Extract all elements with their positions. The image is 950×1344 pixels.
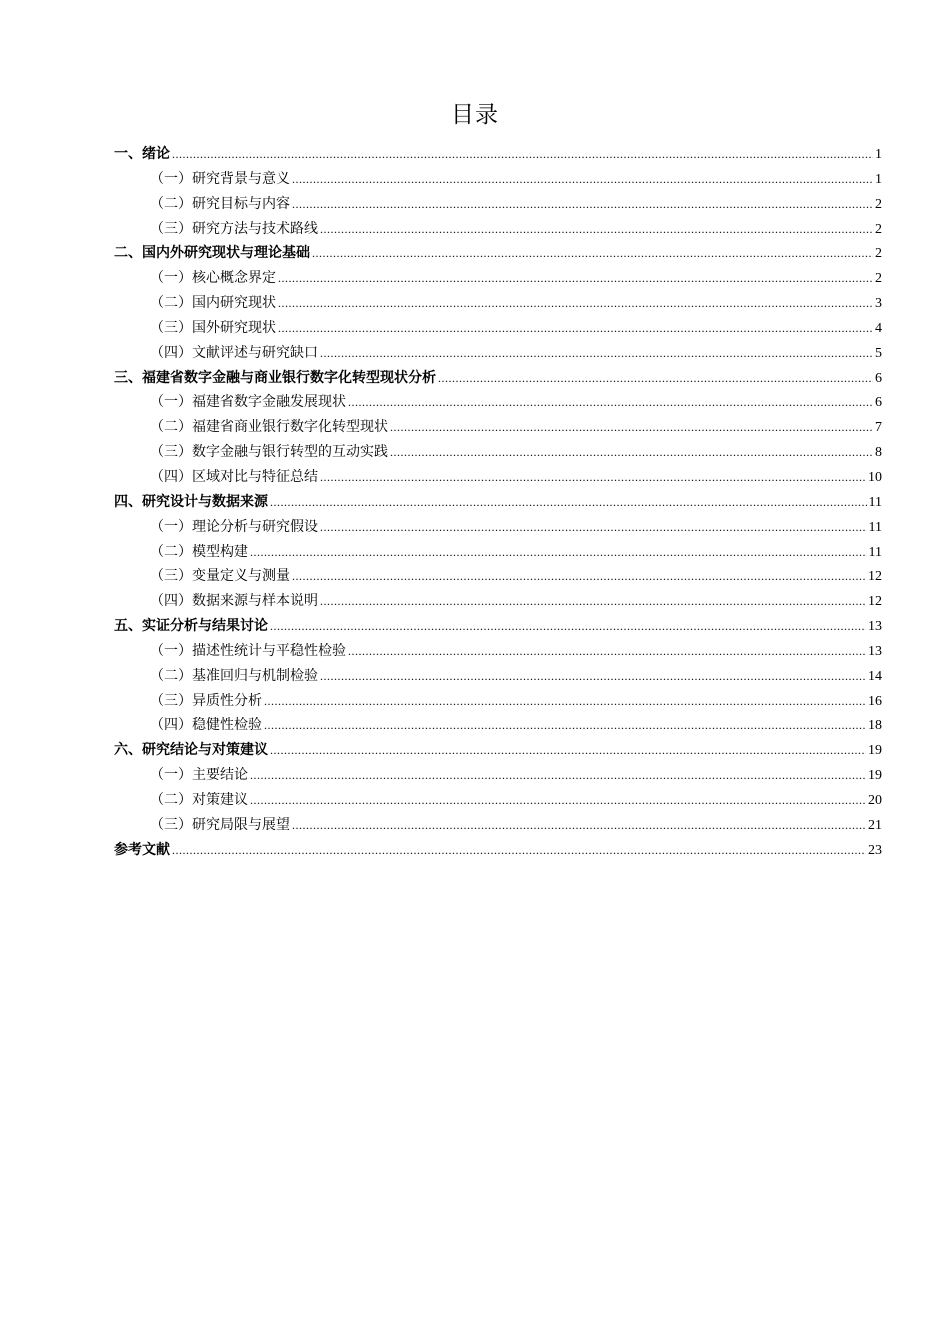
toc-section-entry[interactable] <box>114 664 882 689</box>
toc-entry-label: 四、研究设计与数据来源 <box>114 493 268 510</box>
toc-section-entry[interactable] <box>114 813 882 838</box>
toc-page-number: 2 <box>875 246 882 262</box>
toc-dot-leader <box>270 614 866 639</box>
toc-section-entry[interactable] <box>114 390 882 415</box>
toc-page-number: 2 <box>875 271 882 287</box>
toc-dot-leader <box>320 515 867 540</box>
toc-entry-label: 参考文献 <box>114 841 170 858</box>
toc-chapter-entry[interactable] <box>114 142 882 167</box>
toc-entry-label: （四）数据来源与样本说明 <box>150 593 318 610</box>
toc-dot-leader <box>438 366 873 391</box>
toc-entry-label: （三）异质性分析 <box>150 692 262 709</box>
toc-section-entry[interactable] <box>114 788 882 813</box>
toc-page-number: 4 <box>875 320 882 336</box>
toc-entry-label: （二）福建省商业银行数字化转型现状 <box>150 419 388 436</box>
toc-dot-leader <box>312 241 873 266</box>
toc-entry-label: （四）区域对比与特征总结 <box>150 468 318 485</box>
toc-dot-leader <box>292 192 873 217</box>
toc-chapter-entry[interactable] <box>114 366 882 391</box>
toc-entry-label: （二）对策建议 <box>150 791 248 808</box>
toc-dot-leader <box>292 813 866 838</box>
toc-entry-label: （二）基准回归与机制检验 <box>150 667 318 684</box>
toc-page-number: 5 <box>875 345 882 361</box>
toc-dot-leader <box>250 763 866 788</box>
toc-section-entry[interactable] <box>114 316 882 341</box>
toc-dot-leader <box>172 142 873 167</box>
toc-section-entry[interactable] <box>114 763 882 788</box>
toc-section-entry[interactable] <box>114 415 882 440</box>
toc-entry-label: 二、国内外研究现状与理论基础 <box>114 245 310 262</box>
toc-entry-label: （三）研究方法与技术路线 <box>150 220 318 237</box>
toc-page-number: 1 <box>875 171 882 187</box>
toc-dot-leader <box>320 341 873 366</box>
toc-dot-leader <box>172 838 866 863</box>
toc-dot-leader <box>292 167 873 192</box>
toc-section-entry[interactable] <box>114 515 882 540</box>
toc-page-number: 11 <box>868 519 882 535</box>
toc-page-number: 11 <box>868 494 882 510</box>
toc-page-number: 13 <box>868 619 882 635</box>
toc-section-entry[interactable] <box>114 589 882 614</box>
toc-section-entry[interactable] <box>114 540 882 565</box>
toc-page-number: 10 <box>868 469 882 485</box>
toc-page-number: 19 <box>868 743 882 759</box>
toc-entry-label: 六、研究结论与对策建议 <box>114 742 268 759</box>
toc-entry-label: （二）模型构建 <box>150 543 248 560</box>
toc-dot-leader <box>278 266 873 291</box>
toc-section-entry[interactable] <box>114 192 882 217</box>
toc-section-entry[interactable] <box>114 167 882 192</box>
toc-dot-leader <box>270 490 867 515</box>
toc-section-entry[interactable] <box>114 217 882 242</box>
toc-section-entry[interactable] <box>114 291 882 316</box>
toc-page-number: 2 <box>875 221 882 237</box>
toc-page-number: 12 <box>868 569 882 585</box>
toc-chapter-entry[interactable] <box>114 490 882 515</box>
toc-dot-leader <box>348 390 873 415</box>
toc-entry-label: 三、福建省数字金融与商业银行数字化转型现状分析 <box>114 369 436 386</box>
toc-chapter-entry[interactable] <box>114 838 882 863</box>
toc-section-entry[interactable] <box>114 341 882 366</box>
toc-page-number: 7 <box>875 420 882 436</box>
toc-dot-leader <box>278 291 873 316</box>
toc-page-number: 3 <box>875 296 882 312</box>
toc-entry-label: （一）核心概念界定 <box>150 270 276 287</box>
toc-entry-label: （三）国外研究现状 <box>150 319 276 336</box>
toc-section-entry[interactable] <box>114 689 882 714</box>
toc-entry-label: （四）稳健性检验 <box>150 717 262 734</box>
toc-page-number: 16 <box>868 693 882 709</box>
toc-entry-label: （一）研究背景与意义 <box>150 170 290 187</box>
toc-section-entry[interactable] <box>114 564 882 589</box>
toc-entry-label: （二）研究目标与内容 <box>150 195 290 212</box>
toc-page-number: 8 <box>875 445 882 461</box>
toc-page-number: 1 <box>875 147 882 162</box>
toc-chapter-entry[interactable] <box>114 738 882 763</box>
toc-page-number: 23 <box>868 842 882 858</box>
toc-page-number: 20 <box>868 792 882 808</box>
toc-page-number: 2 <box>875 196 882 212</box>
toc-dot-leader <box>320 589 866 614</box>
toc-entry-label: （三）数字金融与银行转型的互动实践 <box>150 444 388 461</box>
toc-entry-label: （三）研究局限与展望 <box>150 816 290 833</box>
toc-dot-leader <box>390 415 873 440</box>
toc-section-entry[interactable] <box>114 440 882 465</box>
toc-section-entry[interactable] <box>114 639 882 664</box>
toc-page-number: 13 <box>868 643 882 659</box>
toc-page-number: 6 <box>875 395 882 411</box>
toc-dot-leader <box>264 713 866 738</box>
toc-entry-label: （一）主要结论 <box>150 767 248 784</box>
toc-dot-leader <box>320 465 866 490</box>
toc-page-number: 11 <box>868 544 882 560</box>
toc-dot-leader <box>270 738 866 763</box>
toc-dot-leader <box>348 639 866 664</box>
toc-page-number: 19 <box>868 768 882 784</box>
toc-entry-label: 五、实证分析与结果讨论 <box>114 618 268 635</box>
toc-dot-leader <box>292 564 866 589</box>
toc-page-number: 21 <box>868 817 882 833</box>
toc-page-number: 12 <box>868 594 882 610</box>
toc-dot-leader <box>320 217 873 242</box>
toc-chapter-entry[interactable] <box>114 241 882 266</box>
toc-dot-leader <box>390 440 873 465</box>
toc-title: 目录 <box>451 102 499 128</box>
toc-dot-leader <box>250 788 866 813</box>
toc-entry-label: （一）理论分析与研究假设 <box>150 518 318 535</box>
toc-entry-label: 一、绪论 <box>114 146 170 162</box>
toc-section-entry[interactable] <box>114 465 882 490</box>
toc-dot-leader <box>320 664 866 689</box>
toc-page-number: 18 <box>868 718 882 734</box>
toc-page-number: 14 <box>868 668 882 684</box>
toc-entry-label: （一）福建省数字金融发展现状 <box>150 394 346 411</box>
toc-section-entry[interactable] <box>114 713 882 738</box>
toc-entry-label: （二）国内研究现状 <box>150 295 276 312</box>
toc-dot-leader <box>250 540 867 565</box>
toc-entry-label: （一）描述性统计与平稳性检验 <box>150 642 346 659</box>
toc-section-entry[interactable] <box>114 266 882 291</box>
toc-list <box>114 142 882 862</box>
toc-dot-leader <box>264 689 866 714</box>
toc-page-number: 6 <box>875 370 882 386</box>
toc-entry-label: （四）文献评述与研究缺口 <box>150 344 318 361</box>
toc-entry-label: （三）变量定义与测量 <box>150 568 290 585</box>
toc-chapter-entry[interactable] <box>114 614 882 639</box>
toc-dot-leader <box>278 316 873 341</box>
